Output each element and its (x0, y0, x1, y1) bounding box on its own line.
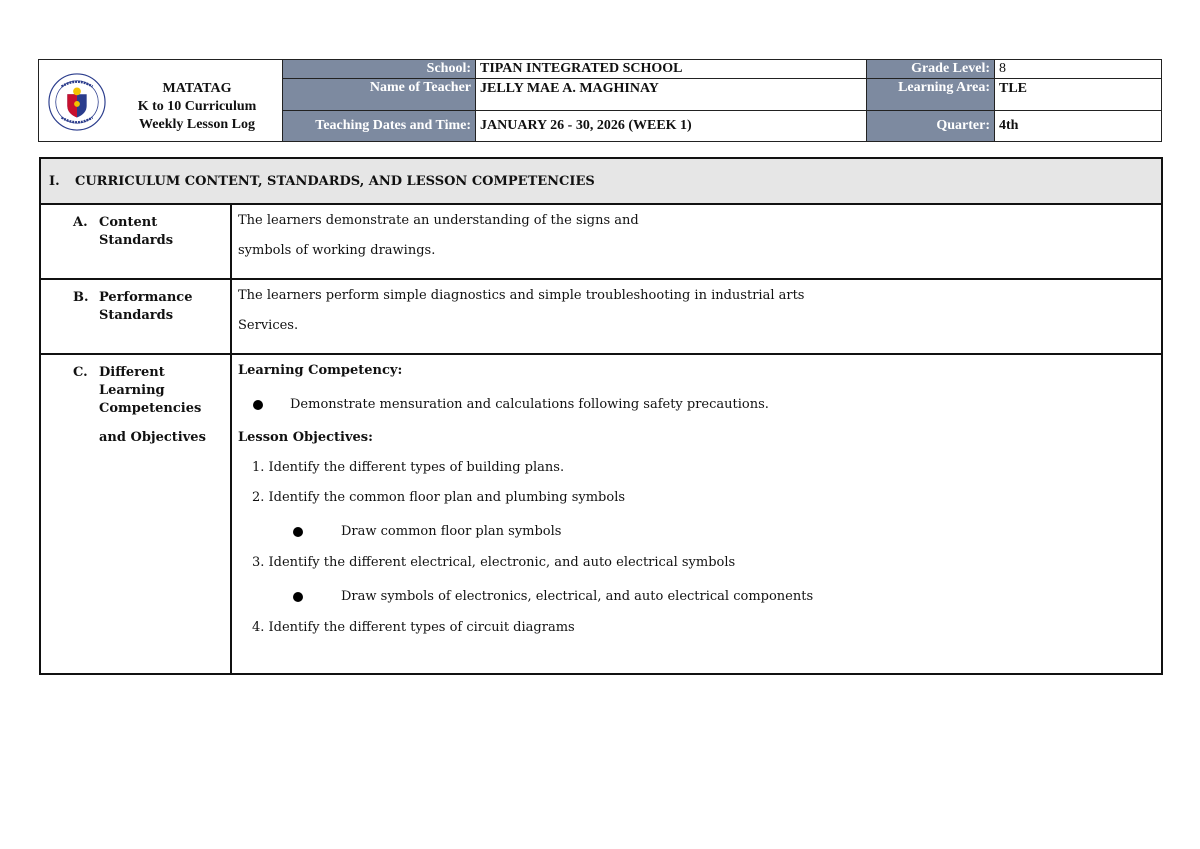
performance-standards-text (231, 279, 1162, 354)
header-table (38, 59, 1162, 142)
quarter-value: 4th (995, 110, 1162, 141)
label-line: Different (99, 365, 165, 380)
brand-title (117, 80, 277, 134)
sub-bullet (238, 589, 1161, 604)
grade-label: Grade Level: (867, 60, 995, 79)
section-heading (40, 158, 1162, 204)
label-line: Standards (99, 233, 174, 248)
area-value: TLE (995, 79, 1162, 110)
text-line: symbols of working drawings. (238, 243, 436, 258)
content-standards-text (231, 204, 1162, 279)
label-line: Competencies (99, 401, 202, 416)
label-line: Standards (99, 308, 174, 323)
brand-line: K to 10 Curriculum (137, 99, 257, 114)
competency-text: Demonstrate mensuration and calculations following safety precautions. (290, 397, 769, 412)
school-label: School: (283, 60, 476, 79)
objective-item: 4. Identify the different types of circuit diagrams (252, 620, 575, 635)
quarter-label: Quarter: (867, 110, 995, 141)
row-letter: A. (73, 215, 88, 230)
dates-value: JANUARY 26 - 30, 2026 (WEEK 1) (476, 110, 867, 141)
competencies-label (40, 354, 231, 674)
text-line: The learners demonstrate an understanding of the signs and (238, 213, 639, 228)
grade-value: 8 (995, 60, 1162, 79)
school-value: TIPAN INTEGRATED SCHOOL (476, 60, 867, 79)
objective-item: 3. Identify the different electrical, electronic, and auto electrical symbols (252, 555, 736, 570)
teacher-label: Name of Teacher (283, 79, 476, 110)
sub-bullet-text: Draw symbols of electronics, electrical, and auto electrical components (341, 589, 814, 604)
text-line: Services. (238, 318, 299, 333)
competencies-text (231, 354, 1162, 674)
sub-bullet (238, 524, 1161, 539)
objective-item: 2. Identify the common floor plan and plumbing symbols (252, 490, 626, 505)
bullet-icon (293, 592, 303, 602)
dates-label: Teaching Dates and Time: (283, 110, 476, 141)
row-letter: B. (73, 290, 89, 305)
bullet-icon (253, 400, 263, 410)
section-title: CURRICULUM CONTENT, STANDARDS, AND LESSON COMPETENCIES (75, 173, 595, 189)
text-line: The learners perform simple diagnostics and simple troubleshooting in industrial arts (238, 288, 805, 303)
label-line: Learning (99, 383, 165, 398)
deped-seal-icon (48, 73, 106, 131)
content-standards-label (40, 204, 231, 279)
sub-bullet-text: Draw common floor plan symbols (341, 524, 562, 539)
label-line: Performance (99, 290, 193, 305)
teacher-value: JELLY MAE A. MAGHINAY (476, 79, 867, 110)
label-line: and Objectives (99, 430, 206, 445)
brand-line: Weekly Lesson Log (139, 117, 255, 132)
bullet-icon (293, 527, 303, 537)
logo-cell (39, 60, 283, 142)
label-line: Content (99, 215, 158, 230)
section-number: I. (49, 173, 60, 189)
area-label: Learning Area: (867, 79, 995, 110)
competency-heading: Learning Competency: (238, 363, 403, 378)
objective-item: 1. Identify the different types of building plans. (252, 460, 565, 475)
objectives-heading: Lesson Objectives: (238, 430, 373, 445)
performance-standards-label (40, 279, 231, 354)
brand-line: MATATAG (162, 81, 232, 96)
curriculum-table (39, 157, 1163, 675)
row-letter: C. (73, 365, 88, 380)
competency-bullet (238, 397, 1161, 412)
